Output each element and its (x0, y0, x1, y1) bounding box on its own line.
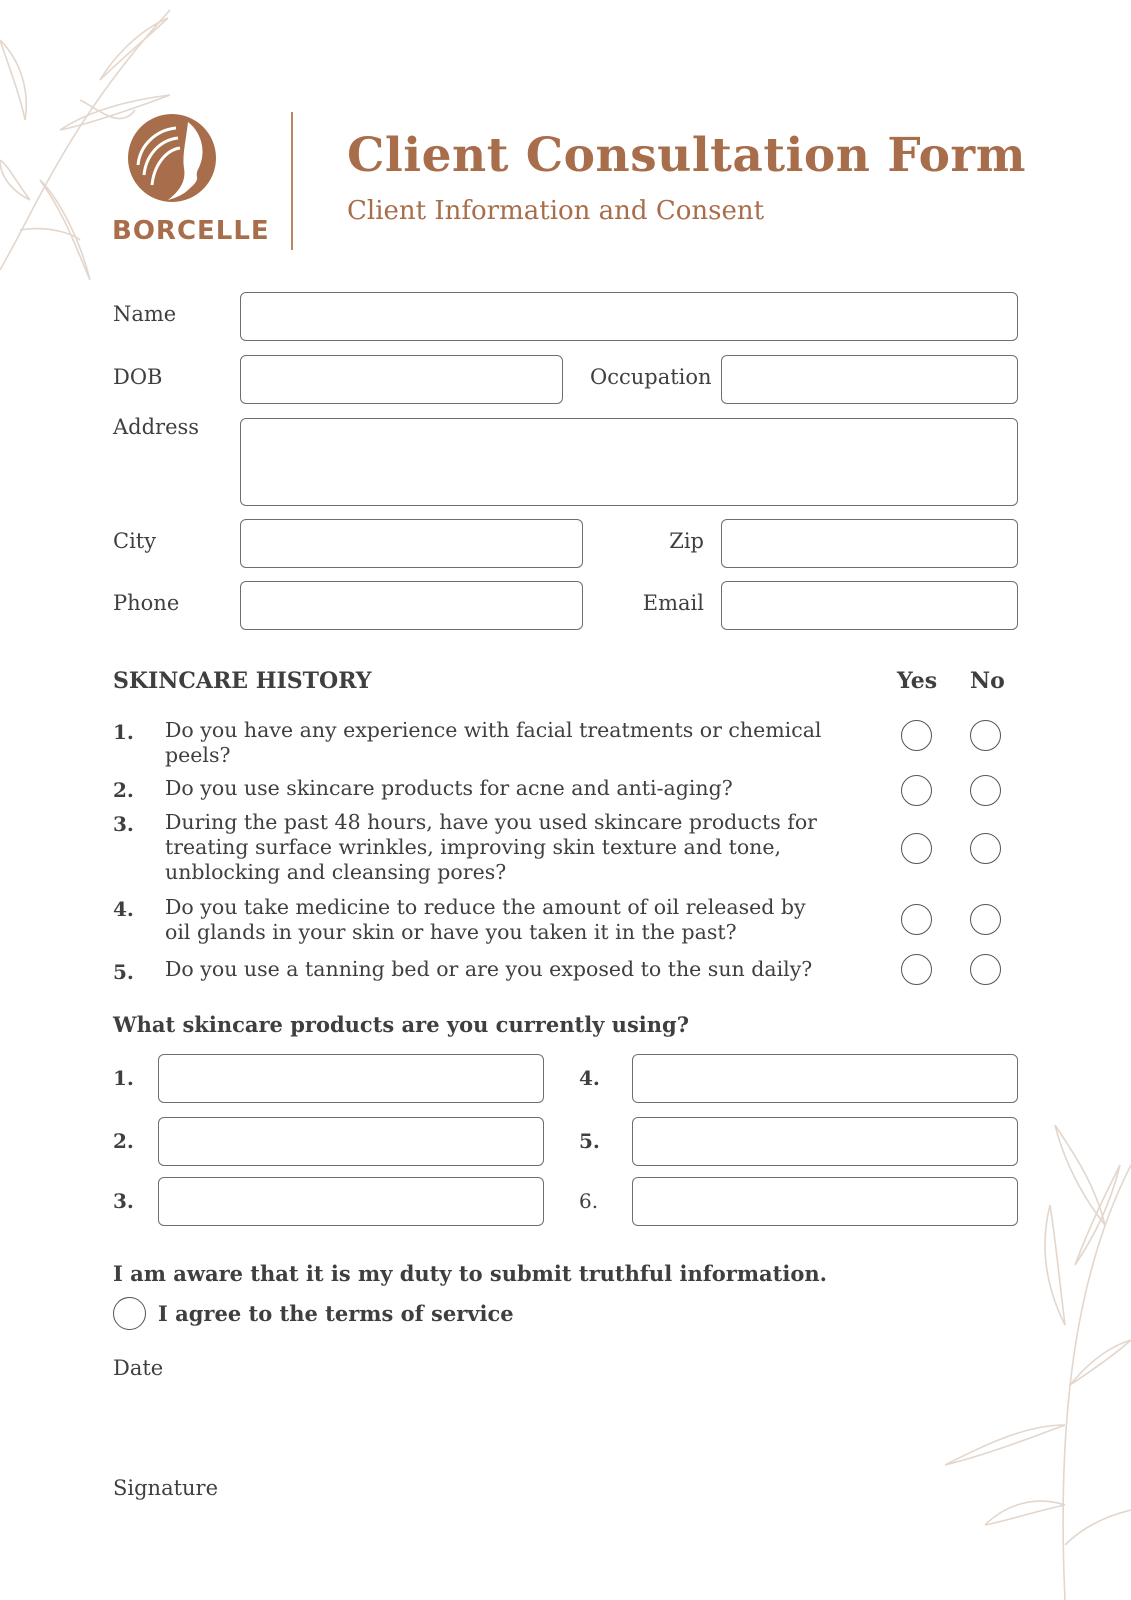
dob-label: DOB (113, 365, 163, 389)
product-field-1[interactable] (158, 1054, 544, 1103)
product-number: 2. (113, 1129, 134, 1153)
page-subtitle: Client Information and Consent (347, 196, 765, 226)
date-label: Date (113, 1356, 164, 1380)
product-number: 6. (579, 1189, 599, 1213)
dob-field[interactable] (240, 355, 563, 404)
product-number: 3. (113, 1189, 134, 1213)
question-text: Do you take medicine to reduce the amount of oil released by oil glands in your skin or have you taken it in the past? (165, 895, 806, 944)
brand-name: BORCELLE (112, 216, 270, 246)
question-number: 1. (113, 720, 134, 744)
occupation-field[interactable] (721, 355, 1018, 404)
q4-no-radio[interactable] (970, 904, 1001, 935)
yes-column-label: Yes (897, 668, 938, 694)
question-text: Do you use skincare products for acne and anti-aging? (165, 776, 733, 800)
product-number: 4. (579, 1066, 600, 1090)
product-number: 1. (113, 1066, 134, 1090)
product-field-4[interactable] (632, 1054, 1018, 1103)
product-number: 5. (579, 1129, 600, 1153)
q1-no-radio[interactable] (970, 720, 1001, 751)
signature-label: Signature (113, 1476, 219, 1500)
question-text: Do you have any experience with facial treatments or chemical peels? (165, 718, 822, 767)
q4-yes-radio[interactable] (901, 904, 932, 935)
skincare-history-heading: SKINCARE HISTORY (113, 668, 372, 694)
q2-no-radio[interactable] (970, 775, 1001, 806)
page-title: Client Consultation Form (347, 128, 1026, 183)
agree-terms-radio[interactable] (113, 1297, 146, 1330)
truthful-statement: I am aware that it is my duty to submit truthful information. (113, 1261, 827, 1286)
phone-field[interactable] (240, 581, 583, 630)
address-label: Address (113, 415, 200, 439)
occupation-label: Occupation (590, 365, 712, 389)
q1-yes-radio[interactable] (901, 720, 932, 751)
email-label: Email (642, 591, 704, 615)
woman-profile-logo-icon (126, 110, 221, 205)
q3-yes-radio[interactable] (901, 833, 932, 864)
q5-yes-radio[interactable] (901, 954, 932, 985)
product-field-2[interactable] (158, 1117, 544, 1166)
question-number: 3. (113, 812, 134, 836)
zip-field[interactable] (721, 519, 1018, 568)
agree-terms-label: I agree to the terms of service (158, 1301, 514, 1326)
no-column-label: No (970, 668, 1005, 694)
question-number: 2. (113, 778, 134, 802)
q2-yes-radio[interactable] (901, 775, 932, 806)
question-text: During the past 48 hours, have you used skincare products for treating surface wrinkles, improving skin texture and tone, unblocking and cleansing pores? (165, 810, 817, 884)
name-label: Name (113, 302, 177, 326)
city-field[interactable] (240, 519, 583, 568)
q3-no-radio[interactable] (970, 833, 1001, 864)
header-divider (291, 112, 293, 250)
product-field-6[interactable] (632, 1177, 1018, 1226)
phone-label: Phone (113, 591, 180, 615)
address-field[interactable] (240, 418, 1018, 506)
question-text: Do you use a tanning bed or are you exposed to the sun daily? (165, 957, 813, 981)
products-heading: What skincare products are you currently using? (113, 1012, 690, 1037)
product-field-3[interactable] (158, 1177, 544, 1226)
question-number: 5. (113, 960, 134, 984)
zip-label: Zip (669, 529, 704, 553)
email-field[interactable] (721, 581, 1018, 630)
q5-no-radio[interactable] (970, 954, 1001, 985)
product-field-5[interactable] (632, 1117, 1018, 1166)
name-field[interactable] (240, 292, 1018, 341)
question-number: 4. (113, 897, 134, 921)
city-label: City (113, 529, 157, 553)
